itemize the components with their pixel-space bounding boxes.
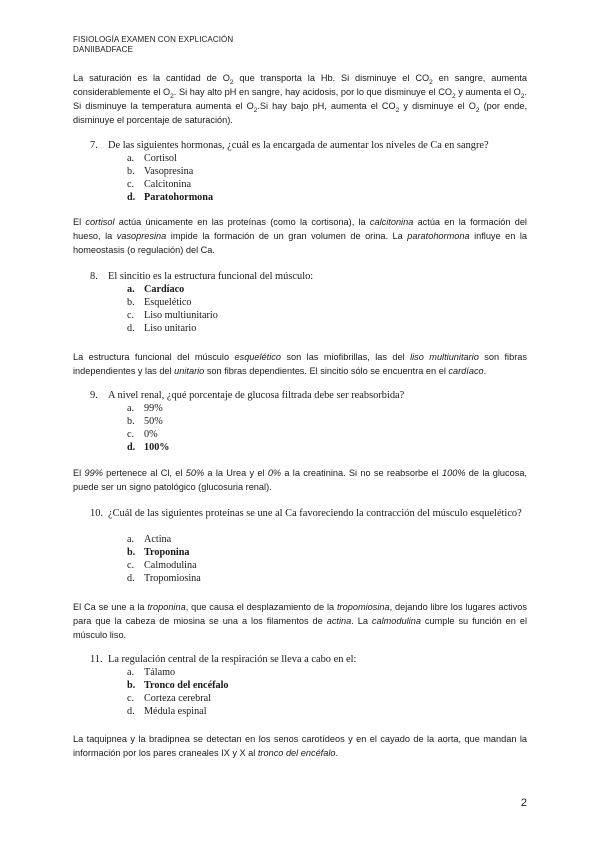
option-b: b. Esquelético (127, 297, 192, 308)
question-number: 7. (90, 140, 98, 151)
option-d: d. Médula espinal (127, 706, 207, 717)
header-title: FISIOLOGÍA EXAMEN CON EXPLICACIÓN (73, 35, 234, 44)
question-text: De las siguientes hormonas, ¿cuál es la encargada de aumentar los niveles de Ca en sangre? (108, 140, 489, 151)
question-10-explanation: El Ca se une a la troponina, que causa el desplazamiento de la tropomiosina, dejando libre los lugares activos para que la cabeza de miosina se una a los filamentos de actina. La calmodulina cumple su función en el músculo liso. (73, 602, 527, 640)
option-c: c. Calcitonina (127, 179, 191, 190)
question-9-options (127, 402, 169, 454)
page-number: 2 (520, 797, 527, 809)
option-d: d. Tropomiosina (127, 573, 201, 584)
question-number: 9. (90, 390, 98, 401)
question-number: 8. (90, 271, 98, 282)
option-b-correct: b. Troponina (127, 547, 190, 558)
option-b: b. Vasopresina (127, 166, 194, 177)
header-author: DANIIBADFACE (73, 45, 133, 54)
option-c: c. Liso multiunitario (127, 310, 218, 321)
option-b-correct: b. Tronco del encéfalo (127, 680, 229, 691)
question-8 (90, 270, 530, 283)
question-number: 10. (90, 508, 103, 519)
option-a: a. Tálamo (127, 667, 176, 678)
question-10 (90, 507, 546, 520)
option-c: c. Corteza cerebral (127, 693, 212, 704)
question-11-options (127, 666, 229, 718)
question-7 (90, 139, 530, 152)
option-a: a. Actina (127, 534, 172, 545)
question-8-explanation: La estructura funcional del músculo esquelético son las miofibrillas, las del liso multiunitario son fibras independientes y las del unitario son fibras dependientes. El sincitio sólo se encuentra en el cardíaco. (73, 352, 527, 376)
option-d-correct: d. 100% (127, 442, 170, 453)
option-d-correct: d. Paratohormona (127, 192, 214, 203)
question-text: ¿Cuál de las siguientes proteínas se une al Ca favoreciendo la contracción del músculo esquelético? (108, 508, 522, 519)
intro-paragraph: La saturación es la cantidad de $O_2$ que transporta la Hb. Si disminuye el $CO_2$ en sangre, aumenta considerablemente el $O_2$. Si hay alto pH en sangre, hay acidosis, por lo que disminuye el $CO_2$ y aumenta el $O_2$. Si disminuye la temperatura aumenta el $O_2.Si$ hay bajo pH, aumenta el $CO_2$ y disminuye el $O_2$ (por ende, disminuye el porcentaje de saturación). (73, 73, 527, 125)
question-text: El sincitio es la estructura funcional del músculo: (108, 271, 314, 282)
question-10-options (127, 533, 201, 585)
question-9-explanation: El 99% pertenece al Cl, el 50% a la Urea y el 0% a la creatinina. Si no se reabsorbe el 100% de la glucosa, puede ser un signo patológico (glucosuria renal). (73, 468, 527, 492)
question-7-explanation: El cortisol actúa únicamente en las proteínas (como la cortisona), la calcitonina actúa en la formación del hueso, la vasopresina impide la formación de un gran volumen de orina. La paratohormona influye en la homeostasis (o regulación) del Ca. (73, 217, 527, 255)
question-text: La regulación central de la respiración se lleva a cabo en el: (108, 654, 357, 665)
option-d: d. Liso unitario (127, 323, 197, 334)
option-c: c. 0% (127, 429, 158, 440)
option-a: a. Cortisol (127, 153, 177, 164)
question-number: 11. (90, 654, 103, 665)
question-11-explanation: La taquipnea y la bradipnea se detectan en los senos carotídeos y en el cayado de la aorta, que mandan la información por los pares craneales IX y X al tronco del encéfalo. (73, 734, 527, 758)
option-c: c. Calmodulina (127, 560, 197, 571)
question-text: A nivel renal, ¿qué porcentaje de glucosa filtrada debe ser reabsorbida? (108, 390, 405, 401)
option-b: b. 50% (127, 416, 163, 427)
question-9 (90, 389, 530, 402)
document-header (73, 35, 233, 55)
question-8-options (127, 283, 218, 335)
question-11 (90, 653, 530, 666)
option-a: a. 99% (127, 403, 163, 414)
question-7-options (127, 152, 213, 204)
option-a-correct: a. Cardíaco (127, 284, 185, 295)
